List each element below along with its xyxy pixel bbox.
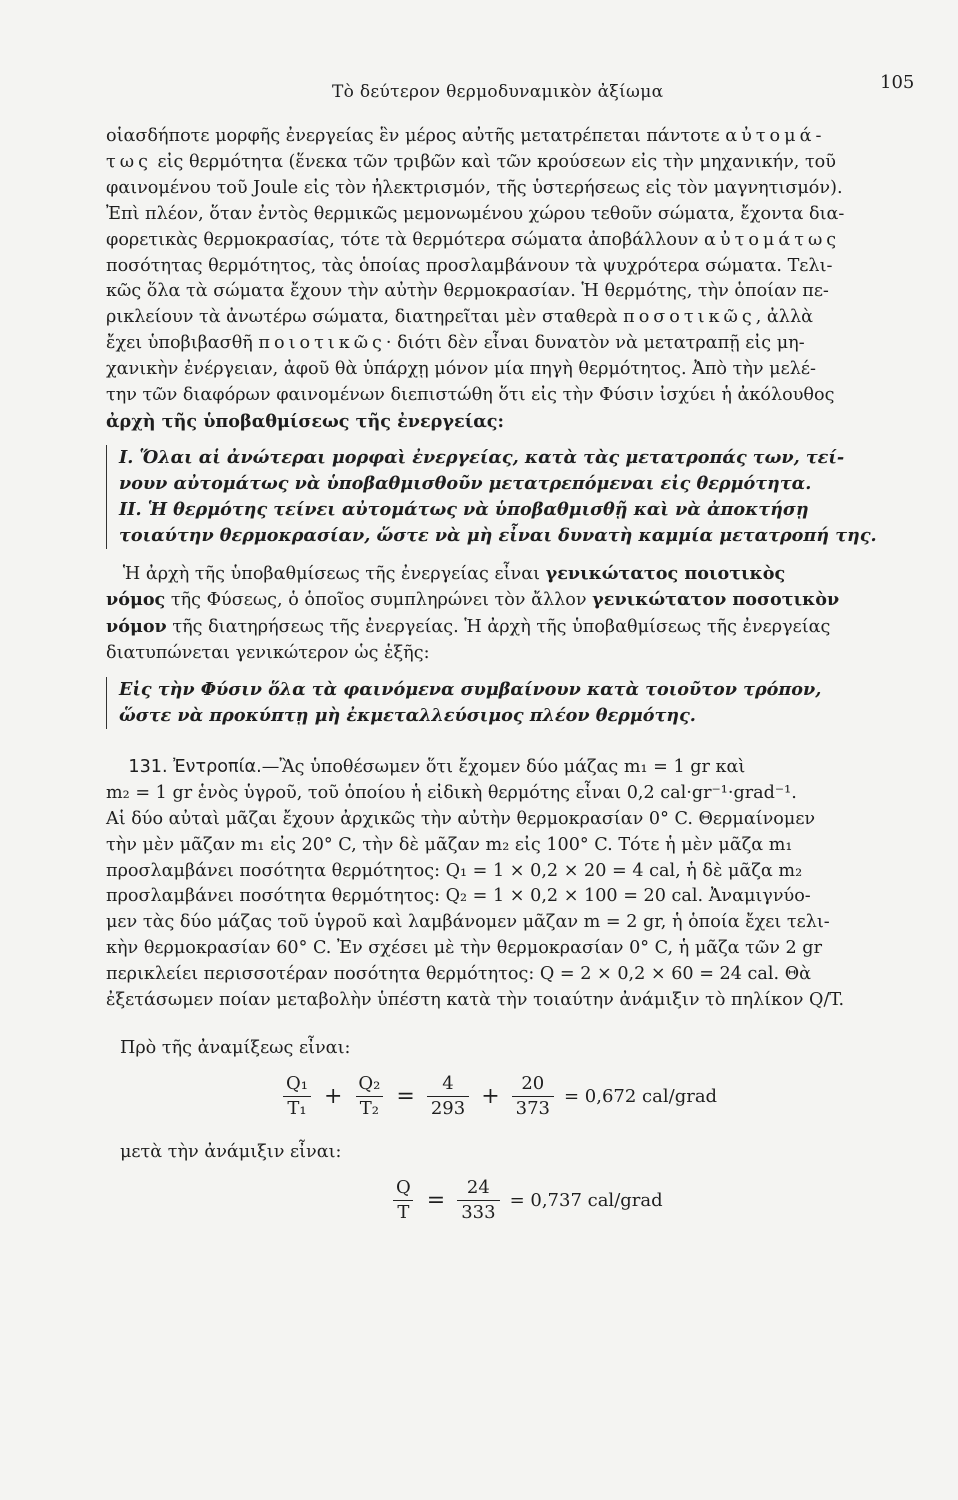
section-title: 131. Ἐντροπία. (128, 756, 262, 777)
text-line: νόμος τῆς Φύσεως, ὁ ὁποῖος συμπληρώνει τὸν ἄλλον γενικώτατον ποσοτικὸν (106, 589, 840, 611)
text-line: φορετικὰς θερμοκρασίας, τότε τὰ θερμότερα σώματα ἀποβάλλουν αὐτομάτως (106, 229, 841, 250)
text-line: ἔχει ὑποβιβασθῆ ποιοτικῶς· διότι δὲν εἶναι δυνατὸν νὰ μετατραπῇ εἰς μη- (106, 333, 805, 354)
principle-line: τοιαύτην θερμοκρασίαν, ὥστε νὰ μὴ εἶναι δυνατὴ καμμία μετατροπή της. (119, 524, 877, 546)
text-line: προσλαμβάνει ποσότητα θερμότητος: Q₁ = 1 × 0,2 × 20 = 4 cal, ἡ δὲ μᾶζα m₂ (106, 860, 803, 881)
fraction: $\frac{24}{333}$ (457, 1176, 499, 1225)
fraction: $\frac{\text{Q₂}}{\text{T₂}}$ (354, 1072, 384, 1121)
text-line: ἐξετάσωμεν ποίαν μεταβολὴν ὑπέστη κατὰ τὴν τοιαύτην ἀνάμιξιν τὸ πηλίκον Q/T. (106, 990, 845, 1011)
principle-line: II. Ἡ θερμότης τείνει αὐτομάτως νὰ ὑποβαθμισθῇ καὶ νὰ ἀποκτήσῃ (119, 498, 809, 520)
text-line: την τῶν διαφόρων φαινομένων διεπιστώθη ὅτι εἰς τὴν Φύσιν ἰσχύει ἡ ἀκόλουθος (106, 385, 835, 406)
text-line: ρικλείουν τὰ ἀνωτέρω σώματα, διατηρεῖται μὲν σταθερὰ ποσοτικῶς, ἀλλὰ (106, 307, 813, 328)
text-line: περικλείει περισσοτέραν ποσότητα θερμότητος: Q = 2 × 0,2 × 60 = 24 cal. Θὰ (106, 964, 811, 985)
page-body (106, 124, 948, 1236)
text-line: Ἐπὶ πλέον, ὅταν ἐντὸς θερμικῶς μεμονωμένου χώρου τεθοῦν σώματα, ἔχοντα δια- (106, 203, 845, 224)
page-header (0, 72, 958, 112)
fraction: $\frac{4}{293}$ (427, 1072, 469, 1121)
before-mix-label: Πρὸ τῆς ἀναμίξεως εἶναι: (120, 1038, 351, 1058)
paragraph-law (106, 561, 948, 668)
text-line: 131. Ἐντροπία.—Ἂς ὑποθέσωμεν ὅτι ἔχομεν δύο μάζας m₁ = 1 gr καὶ (128, 756, 746, 777)
text-line: νόμον τῆς διατηρήσεως τῆς ἐνεργείας. Ἡ ἀρχὴ τῆς ὑποβαθμίσεως τῆς ἐνεργείας (106, 616, 831, 638)
text-line: κὴν θερμοκρασίαν 60° C. Ἐν σχέσει μὲ τὴν θερμοκρασίαν 0° C, ἡ μᾶζα τῶν 2 gr (106, 938, 822, 959)
principle-line: I. Ὅλαι αἱ ἀνώτεραι μορφαὶ ἐνεργείας, κατὰ τὰς μετατροπάς των, τεί- (119, 446, 845, 468)
text-line: τως εἰς θερμότητα (ἕνεκα τῶν τριβῶν καὶ τῶν κρούσεων εἰς τὴν μηχανικήν, τοῦ (106, 151, 836, 172)
text-line: φαινομένου τοῦ Joule εἰς τὸν ἠλεκτρισμόν, τῆς ὑστερήσεως εἰς τὸν μαγνητισμόν). (106, 177, 843, 198)
nature-block (106, 677, 948, 729)
fraction: $\frac{\text{Q₁}}{\text{T₁}}$ (282, 1072, 312, 1121)
section-entropy (106, 755, 948, 1014)
text-line: τὴν μὲν μᾶζαν m₁ εἰς 20° C, τὴν δὲ μᾶζαν m₂ εἰς 100° C. Τότε ἡ μὲν μᾶζα m₁ (106, 834, 793, 855)
text-line: m₂ = 1 gr ἑνὸς ὑγροῦ, τοῦ ὁποίου ἡ εἰδικὴ θερμότης εἶναι 0,2 cal·gr⁻¹·grad⁻¹. (106, 782, 797, 803)
equation-after: $\frac{Q}{T}$ = $\frac{24}{333}$ = 0,737 cal/grad (106, 1166, 948, 1236)
text-line: Ἡ ἀρχὴ τῆς ὑποβαθμίσεως τῆς ἐνεργείας εἶναι γενικώτατος ποιοτικὸς (122, 562, 786, 584)
page-number: 105 (880, 72, 915, 93)
after-mix-label: μετὰ τὴν ἀνάμιξιν εἶναι: (120, 1141, 342, 1162)
text-line: ποσότητας θερμότητος, τὰς ὁποίας προσλαμβάνουν τὰ ψυχρότερα σώματα. Τελι- (106, 255, 833, 276)
running-title: Τὸ δεύτερον θερμοδυναμικὸν ἀξίωμα (332, 82, 664, 102)
text-line: διατυπώνεται γενικώτερον ὡς ἑξῆς: (106, 643, 430, 664)
text-line: οἱασδήποτε μορφῆς ἐνεργείας ἓν μέρος αὐτῆς μετατρέπεται πάντοτε αὐτομά- (106, 126, 826, 146)
text-line: προσλαμβάνει ποσότητα θερμότητος: Q₂ = 1 × 0,2 × 100 = 20 cal. Ἀναμιγνύο- (106, 886, 811, 907)
principle-line: νουν αὐτομάτως νὰ ὑποβαθμισθοῦν μετατρεπόμεναι εἰς θερμότητα. (119, 472, 812, 494)
text-line: μεν τὰς δύο μάζας τοῦ ὑγροῦ καὶ λαμβάνομεν μᾶζαν m = 2 gr, ἡ ὁποία ἔχει τελι- (106, 912, 830, 933)
text-line: χανικὴν ἐνέργειαν, ἀφοῦ θὰ ὑπάρχῃ μόνον μία πηγὴ θερμότητος. Ἀπὸ τὴν μελέ- (106, 359, 816, 380)
equation-result: = 0,737 cal/grad (509, 1189, 663, 1211)
principle-heading: ἀρχὴ τῆς ὑποβαθμίσεως τῆς ἐνεργείας: (106, 410, 504, 432)
nature-line: ὥστε νὰ προκύπτῃ μὴ ἐκμεταλλεύσιμος πλέον θερμότης. (119, 705, 696, 727)
fraction: $\frac{Q}{T}$ (392, 1176, 415, 1225)
text-line: Αἱ δύο αὐταὶ μᾶζαι ἔχουν ἀρχικῶς τὴν αὐτὴν θερμοκρασίαν 0° C. Θερμαίνομεν (106, 808, 816, 829)
nature-line: Εἰς τὴν Φύσιν ὅλα τὰ φαινόμενα συμβαίνουν κατὰ τοιοῦτον τρόπον, (119, 679, 822, 701)
text-line: κῶς ὅλα τὰ σώματα ἔχουν τὴν αὐτὴν θερμοκρασίαν. Ἡ θερμότης, τὴν ὁποίαν πε- (106, 281, 829, 302)
paragraph-continuation (106, 124, 948, 435)
fraction: $\frac{20}{373}$ (512, 1072, 554, 1121)
equation-result: = 0,672 cal/grad (564, 1085, 718, 1107)
equation-before: $\frac{\text{Q₁}}{\text{T₁}}$ + $\frac{\text{Q₂}}{\text{T₂}}$ = $\frac{4}{293}$ + $\frac{20}{373}$ = 0,672 cal/grad (106, 1062, 948, 1132)
principle-block (106, 445, 948, 549)
